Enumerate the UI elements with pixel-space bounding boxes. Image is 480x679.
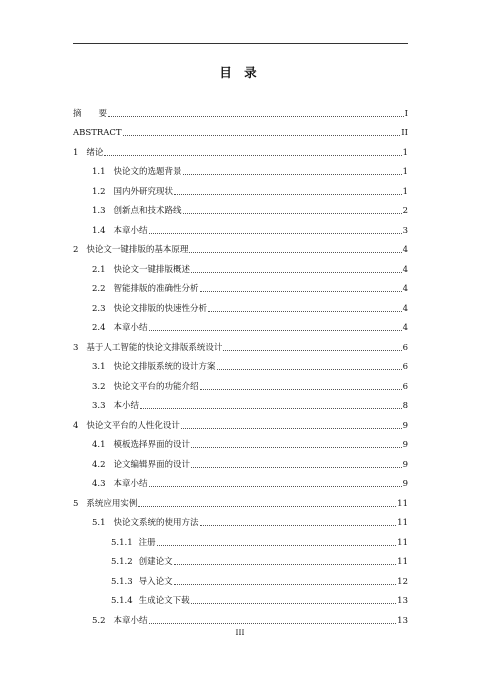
dot-leader xyxy=(174,564,397,565)
toc-entry[interactable] xyxy=(73,528,408,548)
dot-leader xyxy=(149,233,402,234)
toc-entry-number: 1.3 xyxy=(92,206,106,216)
toc-entry-label: 导入论文 xyxy=(138,576,173,587)
dot-leader xyxy=(183,213,402,214)
toc-entry-number: 2.1 xyxy=(92,264,106,275)
toc-entry-number: 1.2 xyxy=(92,186,106,197)
toc-entry[interactable] xyxy=(73,411,408,431)
toc-entry[interactable] xyxy=(73,236,408,256)
toc-entry[interactable] xyxy=(73,177,408,197)
dot-leader xyxy=(200,389,402,390)
toc-entry-page: 2 xyxy=(402,206,408,216)
dot-leader xyxy=(108,116,404,117)
toc-entry-page: 11 xyxy=(397,557,408,567)
toc-entry-label: 国内外研究现状 xyxy=(113,186,174,197)
toc-entry-label: 快论文系统的使用方法 xyxy=(113,518,199,528)
toc-entry-number: 3 xyxy=(73,342,79,353)
toc-entry[interactable] xyxy=(73,138,408,158)
dot-leader xyxy=(181,428,402,429)
toc-entry-page: 4 xyxy=(402,284,408,294)
toc-entry[interactable] xyxy=(73,158,408,178)
toc-entry-label: 绪论 xyxy=(86,147,104,158)
toc-entry-page: 12 xyxy=(397,576,408,587)
table-of-contents xyxy=(73,99,408,626)
toc-entry[interactable] xyxy=(73,548,408,568)
dot-leader xyxy=(123,135,401,136)
toc-entry[interactable] xyxy=(73,119,408,139)
toc-entry-number: 5.1.3 xyxy=(111,576,133,587)
toc-entry-label: 摘 要 xyxy=(73,108,108,119)
page-number: III xyxy=(235,628,245,637)
toc-entry-number: 2 xyxy=(73,245,79,255)
toc-entry-label: 快论文排版系统的设计方案 xyxy=(113,362,216,372)
dot-leader xyxy=(149,623,397,624)
toc-entry-number: 2.3 xyxy=(92,303,106,314)
toc-entry[interactable] xyxy=(73,275,408,295)
toc-entry-page: 4 xyxy=(402,323,408,333)
toc-entry-page: 4 xyxy=(402,264,408,275)
toc-entry-number: 4.2 xyxy=(92,459,106,470)
toc-entry-label: 注册 xyxy=(138,537,156,548)
toc-entry-page: 11 xyxy=(397,498,408,509)
dot-leader xyxy=(191,272,402,273)
toc-entry[interactable] xyxy=(73,314,408,334)
toc-entry-label: 基于人工智能的快论文排版系统设计 xyxy=(86,342,223,353)
toc-entry[interactable] xyxy=(73,294,408,314)
dot-leader xyxy=(200,291,402,292)
dot-leader xyxy=(174,194,402,195)
toc-entry-page: 11 xyxy=(397,518,408,528)
toc-entry-number: 3.2 xyxy=(92,381,106,392)
toc-entry-number: 1.4 xyxy=(92,225,106,236)
toc-entry-label: 快论文排版的快速性分析 xyxy=(113,303,208,314)
dot-leader xyxy=(223,350,401,351)
dot-leader xyxy=(217,369,402,370)
dot-leader xyxy=(191,467,402,468)
toc-entry-page: 6 xyxy=(402,381,408,392)
toc-entry-label: 创建论文 xyxy=(138,557,173,567)
toc-entry-number: 5.2 xyxy=(92,615,106,626)
toc-entry-label: 本章小结 xyxy=(113,323,148,333)
toc-entry-number: 2.2 xyxy=(92,284,106,294)
dot-leader xyxy=(174,584,397,585)
toc-entry[interactable] xyxy=(73,470,408,490)
toc-entry[interactable] xyxy=(73,567,408,587)
toc-entry-label: 创新点和技术路线 xyxy=(113,206,182,216)
dot-leader xyxy=(104,155,401,156)
toc-entry-page: 9 xyxy=(402,479,408,489)
toc-entry-number: 5.1.2 xyxy=(111,557,133,567)
toc-entry-page: 11 xyxy=(397,537,408,548)
toc-entry[interactable] xyxy=(73,99,408,119)
dot-leader xyxy=(189,252,401,253)
toc-entry-page: 8 xyxy=(402,401,408,411)
dot-leader xyxy=(200,525,397,526)
toc-entry-page: 9 xyxy=(402,459,408,470)
toc-entry-page: 1 xyxy=(402,167,408,177)
toc-entry-page: 13 xyxy=(397,615,408,626)
toc-entry-label: 快论文平台的人性化设计 xyxy=(86,420,180,431)
toc-entry-page: 1 xyxy=(402,147,408,158)
toc-entry-number: 5.1 xyxy=(92,518,106,528)
toc-entry-label: 本小结 xyxy=(113,401,140,411)
toc-entry[interactable] xyxy=(73,450,408,470)
toc-entry-label: 快论文平台的功能介绍 xyxy=(113,381,199,392)
toc-entry-number: 5.1.1 xyxy=(111,537,133,548)
toc-entry-label: 论文编辑界面的设计 xyxy=(113,459,191,470)
toc-entry[interactable] xyxy=(73,392,408,412)
toc-entry-label: 智能排版的准确性分析 xyxy=(113,284,199,294)
toc-entry-label: 快论文的选题背景 xyxy=(113,167,182,177)
toc-entry-number: 2.4 xyxy=(92,323,106,333)
dot-leader xyxy=(208,311,402,312)
toc-entry[interactable] xyxy=(73,216,408,236)
toc-entry-page: 9 xyxy=(402,420,408,431)
toc-entry[interactable] xyxy=(73,489,408,509)
toc-entry-number: 3.3 xyxy=(92,401,106,411)
dot-leader xyxy=(191,603,397,604)
toc-entry-label: 本章小结 xyxy=(113,615,148,626)
toc-entry[interactable] xyxy=(73,587,408,607)
toc-entry-label: 模板选择界面的设计 xyxy=(113,440,191,450)
toc-entry-number: 1 xyxy=(73,147,79,158)
toc-entry-label: 本章小结 xyxy=(113,479,148,489)
toc-entry-page: 3 xyxy=(402,225,408,236)
toc-entry-page: I xyxy=(404,108,408,119)
toc-entry-number: 3.1 xyxy=(92,362,106,372)
toc-entry-number: 5.1.4 xyxy=(111,596,133,606)
dot-leader xyxy=(138,506,396,507)
dot-leader xyxy=(149,330,402,331)
toc-entry-label: ABSTRACT xyxy=(73,128,122,138)
toc-entry-label: 快论文一键排版概述 xyxy=(113,264,191,275)
toc-entry-number: 4.1 xyxy=(92,440,106,450)
dot-leader xyxy=(183,174,402,175)
toc-entry-page: II xyxy=(401,128,408,138)
dot-leader xyxy=(149,486,402,487)
toc-entry-label: 快论文一键排版的基本原理 xyxy=(86,245,189,255)
toc-entry-number: 5 xyxy=(73,498,79,509)
dot-leader xyxy=(157,545,397,546)
toc-entry[interactable] xyxy=(73,606,408,626)
toc-entry-label: 生成论文下载 xyxy=(138,596,190,606)
toc-title: 目 录 xyxy=(219,65,261,80)
toc-entry-label: 本章小结 xyxy=(113,225,148,236)
toc-entry-label: 系统应用实例 xyxy=(86,498,138,509)
toc-entry[interactable] xyxy=(73,255,408,275)
dot-leader xyxy=(191,447,402,448)
toc-entry-page: 1 xyxy=(402,186,408,197)
toc-entry[interactable] xyxy=(73,372,408,392)
toc-entry-page: 6 xyxy=(402,342,408,353)
dot-leader xyxy=(140,408,402,409)
toc-entry-page: 4 xyxy=(402,303,408,314)
toc-entry-page: 9 xyxy=(402,440,408,450)
toc-entry[interactable] xyxy=(73,509,408,529)
toc-entry[interactable] xyxy=(73,333,408,353)
toc-entry-page: 4 xyxy=(402,245,408,255)
toc-entry-number: 1.1 xyxy=(92,167,106,177)
toc-entry-number: 4.3 xyxy=(92,479,106,489)
toc-entry[interactable] xyxy=(73,353,408,373)
toc-entry-page: 6 xyxy=(402,362,408,372)
toc-entry-number: 4 xyxy=(73,420,79,431)
toc-entry-page: 13 xyxy=(397,596,408,606)
header-rule xyxy=(73,43,408,44)
toc-entry[interactable] xyxy=(73,431,408,451)
toc-entry[interactable] xyxy=(73,197,408,217)
